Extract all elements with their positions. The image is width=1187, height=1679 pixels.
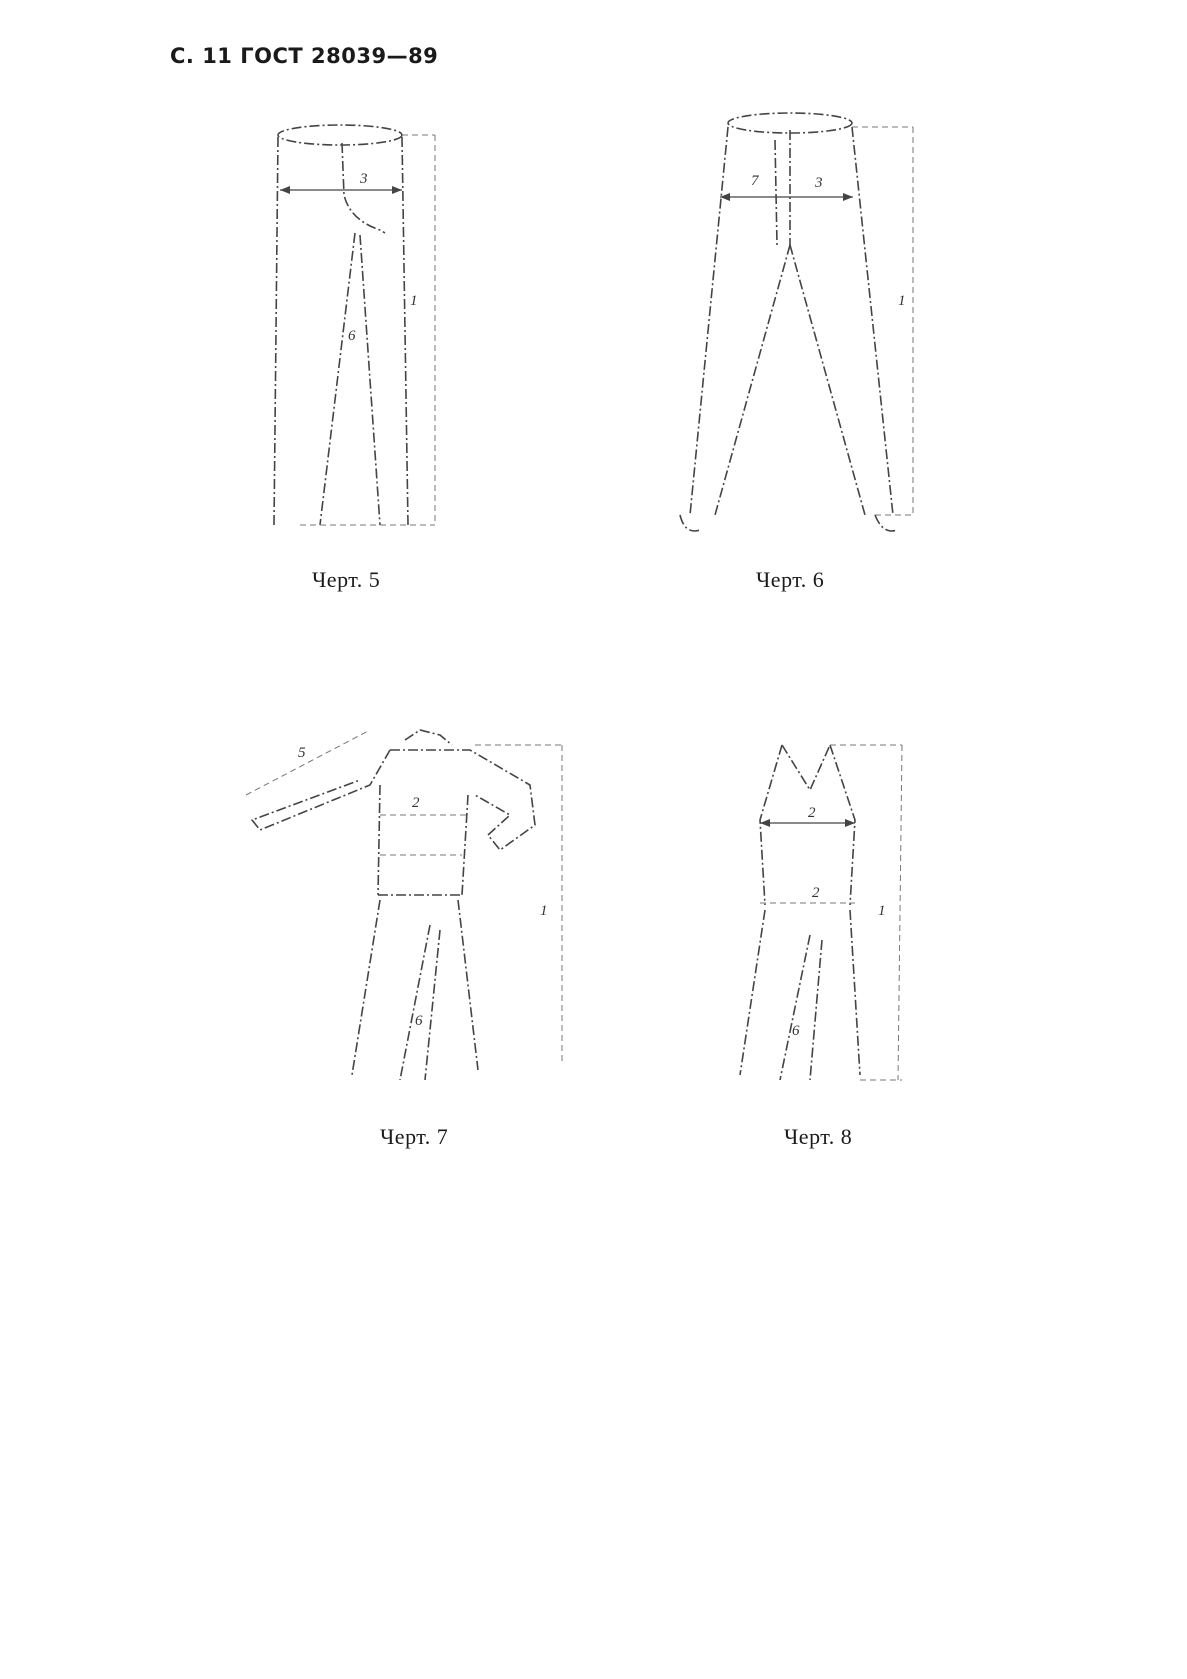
fig7-label-2: 2 [412, 795, 420, 811]
page-header: С. 11 ГОСТ 28039—89 [170, 44, 439, 68]
fig8-label-2a: 2 [808, 805, 816, 821]
figure-7-caption: Черт. 7 [380, 1124, 449, 1149]
fig7-label-6: 6 [415, 1013, 423, 1029]
fig6-label-7: 7 [751, 173, 759, 189]
fig6-label-1: 1 [898, 293, 906, 309]
fig8-label-1: 1 [878, 903, 886, 919]
figure-5-caption: Черт. 5 [312, 567, 381, 592]
fig5-label-6: 6 [348, 328, 356, 344]
figure-6-caption: Черт. 6 [756, 567, 825, 592]
figure-8-caption: Черт. 8 [784, 1124, 853, 1149]
figure-5-drawing [260, 115, 460, 545]
fig6-label-3: 3 [815, 175, 823, 191]
fig8-label-2b: 2 [812, 885, 820, 901]
figure-6-drawing [665, 105, 935, 550]
figure-7-drawing [240, 725, 580, 1095]
fig8-label-6: 6 [792, 1023, 800, 1039]
figure-8-drawing [730, 735, 930, 1095]
fig7-label-1: 1 [540, 903, 548, 919]
fig7-label-5: 5 [298, 745, 306, 761]
fig5-label-3: 3 [360, 171, 368, 187]
fig5-label-1: 1 [410, 293, 418, 309]
